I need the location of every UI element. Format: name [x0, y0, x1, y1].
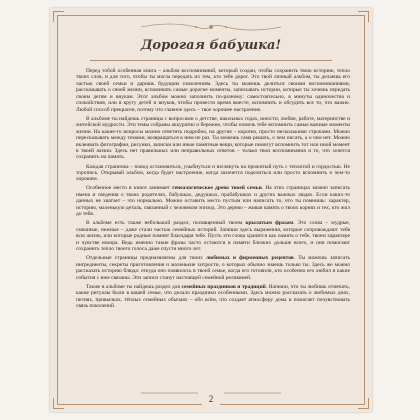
paragraph-text: . На этих страницах можно записать имена и сведения о твоих родителях, бабушках, дедушках, прабабушках и других важных людях. Если каких-то данных не хватает – это нормально. Можно оставить место пустым или написать то, что ты помнишь: характер, историю, маленькую деталь, связанный с человеком эпизод. Это дерево – живая память о твоих корнях и тех, кто жил до тебя. [76, 185, 350, 218]
paragraph [76, 255, 350, 281]
paragraph-text: Также в альбоме ты найдешь раздел для [86, 283, 182, 290]
highlighted-phrase: семейных праздников и традиций [181, 283, 266, 290]
paragraph-text: В альбоме ты найдешь страницы с вопросами о детстве, школьных годах, юности, любви, работе, материнстве и житейской мудрости. Эти темы собраны аккуратно и бережно, чтобы помочь тебе вспомнить самые важные моменты жизни. На какие-то вопросы можно ответить подробно, на другие – коротко, просто несколькими строками. Можно пересказывать между темами, возвращаться к ним не раз. Ты можешь сама решать, о чем писать, а о чем нет. Можно вклеивать фотографии, рисунки, записки или иные памятные вещи, которые помогут вспомнить тот или иной момент в твоей жизни. Здесь нет правильных или неправильных ответов – только твои воспоминания и то, что хочется сохранить на память. [76, 115, 350, 161]
paragraph-text: Перед тобой особенная книга – альбом воспоминаний, который создан, чтобы сохранить твою историю, тепло твоих слов, и для того, чтобы ты могла передать их тем, кто тебе дорог. Это твой личный альбом, ты делаешь его частью своей семьи и даришь будущим поколениям. Здесь ты можешь делиться своими воспоминаниями, рассказывать о своей жизни, вспоминать самые дорогие моменты, записывать истории, которые ты хочешь передать своим детям и внукам. Этот альбом можно заполнить по-разному: самостоятельно, в минуты одиночества и спокойствия, или в кругу детей и внуков, чтобы провести время вместе, вспомнить и обсудить все то, что важно. Любой способ прекрасен, потому что главное здесь – твое хорошее настроение. [76, 68, 350, 113]
paragraph-text: . Напиши, что ты любишь отмечать, какие ритуалы были в вашей семье, что делало праздники особенными. Здесь можно рассказать о любимых днях, песнях, привычках, тёплых семейных обычаях – обо всём, что создает атмосферу дома и помогает почувствовать связь поколений. [76, 283, 351, 309]
title-divider [90, 60, 332, 61]
body-text [76, 68, 350, 312]
highlighted-phrase: крылатым фразам [245, 220, 294, 227]
paragraph [76, 185, 350, 217]
paragraph-text: . Это слова – мудрые, смешные, нежные – даже стали частью семейных историй. Запиши здесь выражения, которые сопровождают тебя всю жизнь, или которые родные помнят благодаря тебе. Пусть эти слова хранятся как память о тебе, твоем характере и чувстве юмора. Ведь именно такие фразы часто остаются в памяти близких дольше всего, и они помогают сохранить тепло твоего голоса даже спустя много лет. [76, 220, 350, 253]
frame-corner-ornament [53, 398, 64, 409]
frame-corner-ornament [358, 11, 369, 22]
paragraph-text: Каждая страничка – повод остановиться, улыбнуться и взглянуть на прожитый путь с теплотой и гордостью. Не торопись. Открывай альбом, когда будет настроение, когда захочется поделиться или просто вспомнить о чем-то хорошем. [76, 163, 350, 183]
top-ornament-icon [50, 22, 372, 32]
paragraph [76, 116, 350, 161]
paragraph [76, 284, 350, 310]
frame-corner-ornament [53, 11, 64, 22]
paragraph [76, 164, 350, 183]
paragraph-text: В альбоме есть также небольшой раздел, посвященный твоим [86, 220, 246, 227]
paragraph-text: Особенное место в книге занимает [86, 185, 173, 192]
frame-corner-ornament [358, 398, 369, 409]
paragraph [76, 68, 350, 113]
paragraph-text: Отдельные страницы предназначены для твоих [86, 255, 206, 262]
paragraph [76, 220, 350, 252]
highlighted-phrase: любимых и фирменных рецептов [206, 255, 294, 262]
page-number: 2 [202, 390, 220, 408]
album-page [50, 8, 372, 412]
paragraph-text: . Ты можешь записать ингредиенты, секреты приготовления и маленькие хитрости, о которых обычно знаешь только ты. Здесь же можно рассказать историю блюда: откуда оно появилось в твоей семье, когда его готовили, кто особенно его любил и какие события с ним связаны. Эти записи станут настоящей семейной реликвией. [76, 255, 350, 281]
page-title: Дорогая бабушка! [140, 38, 282, 53]
highlighted-phrase: генеалогическое древо твоей семьи [172, 185, 262, 192]
